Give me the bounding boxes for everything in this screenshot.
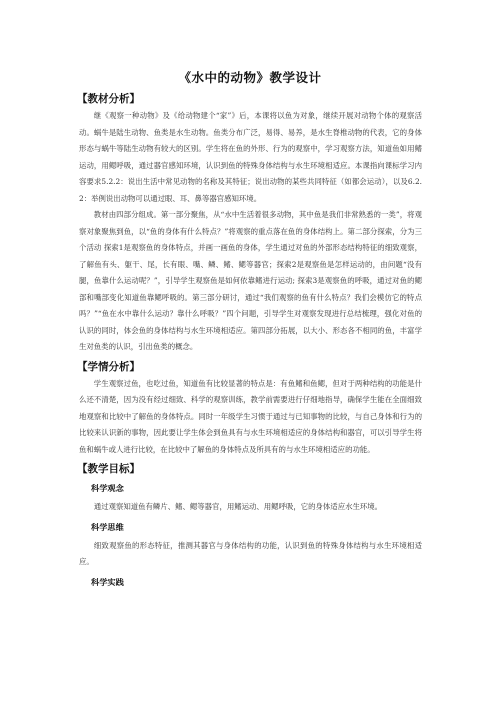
material-analysis-paragraph-1: 继《观察一种动物》及《给动物建个“家”》后，本课将以鱼为对象，继续开展对动物个体的观察活动。蜗牛是陆生动物、鱼类是水生动物。鱼类分布广泛，易得、易养，是水生脊椎动物的代表，它的身体形态与蜗牛等陆生动物有较大的区别。学生将在鱼的外形、行为的观察中，学习观察方法，知道鱼如用鳍运动，用鳃呼吸，通过器官感知环境，认识到鱼的特殊身体结构与水生环境相适应。本课指向课标学习内容要求5.2.2：说出生活中常见动物的名称及其特征；说出动物的某些共同特征（如都会运动），以及6.2.2：举例说出动物可以通过眼、耳、鼻等器官感知环境。 [79,111,422,203]
document-body [79,91,422,593]
section-heading-teaching-goals: 【教学目标】 [77,463,140,475]
subheading-science-thinking: 科学思维 [91,521,124,532]
document-title: 《水中的动物》教学设计 [178,70,322,85]
subheading-science-concept: 科学观念 [91,483,124,493]
subheading-science-practice: 科学实践 [91,576,124,587]
section-heading-student-analysis: 【学情分析】 [77,360,140,373]
material-analysis-paragraph-2: 教材由四部分组成。第一部分聚焦，从“水中生活着很多动物，其中鱼是我们非常熟悉的一类”，将观察对象聚焦到鱼，以“鱼的身体有什么特点？”将观察的重点落在鱼的身体结构上。第二部分探索，分为三个活动 探索1是观察鱼的身体特点，并画一画鱼的身体，学生通过对鱼的外部形态结构特征的细致观察，了解鱼有头、躯干、尾，长有眼、嘴、鳞、鳍、鳃等器官；探索2是观察鱼是怎样运动的，由问题“没有腿，鱼靠什么运动呢？”，引导学生观察鱼是如何依靠鳍进行运动; 探索3是观察鱼的呼吸，通过对鱼的鳃部和嘴部变化知道鱼靠鳃呼吸的。第三部分研讨，通过“我们观察的鱼有什么特点？我们会模仿它的特点吗？”“鱼在水中靠什么运动？靠什么呼吸？”四个问题，引导学生对观察发现进行总结梳理，强化对鱼的认识的同时，体会鱼的身体结构与水生环境相适应。第四部分拓展，以大小、形态各不相同的鱼，丰富学生对鱼类的认识，引出鱼类的概念。 [79,210,422,351]
science-concept-text: 通过观察知道鱼有鳞片、鳍、鳃等器官，用鳍运动、用鳃呼吸，它的身体适应水生环境。 [93,502,383,511]
science-thinking-text: 细致观察鱼的形态特征，推测其器官与身体结构的功能，认识到鱼的特殊身体结构与水生环境相适应。 [79,540,422,566]
student-analysis-paragraph: 学生观察过鱼，也吃过鱼，知道鱼有比较显著的特点是：有鱼鳍和鱼鳃，但对于两种结构的功能是什么还不清楚，因为没有经过细致、科学的观察训练，教学前需要进行仔细地指导，确保学生能在全面细致地观察和比较中了解鱼的身体特点。同时一年级学生习惯于通过与已知事物的比较，与自己身体和行为的比较来认识新的事物，因此要让学生体会到鱼具有与水生环境相适应的身体结构和器官，可以引导学生将鱼和蜗牛或人进行比较，在比较中了解鱼的身体特点及所具有的与水生环境相适应的功能。 [79,378,422,454]
section-heading-material-analysis: 【教材分析】 [77,93,140,105]
